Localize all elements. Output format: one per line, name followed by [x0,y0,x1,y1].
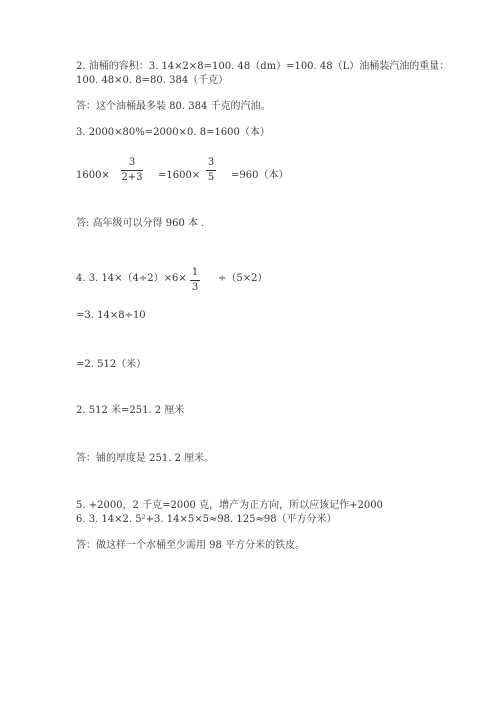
line-problem6-answer: 答：做这样一个水桶至少需用 98 平方分米的铁皮。 [76,540,306,551]
fraction-bar [190,280,200,281]
fraction-denominator: 5 [207,172,215,183]
fraction-3-over-2plus3 [121,157,143,184]
line-problem4-step-a: 4. 3. 14×（4÷2）×6× [76,273,187,284]
line-problem6-calc: 6. 3. 14×2. 5²+3. 14×5×5≈98. 125≈98（平方分米） [76,514,337,525]
fraction-numerator: 1 [191,267,199,278]
fraction-3-over-5 [206,157,216,184]
line-problem4-convert: 2. 512 米=251. 2 厘米 [76,405,185,416]
fraction-denominator: 3 [191,282,199,293]
fraction-bar [121,170,143,171]
line-problem4-step-b: ÷（5×2） [218,273,268,284]
line-problem3-step-c: =960（本） [231,170,289,181]
line-problem4-step2: =3. 14×8÷10 [76,310,146,321]
line-problem3-step-b: =1600× [158,170,201,181]
line-problem3-answer: 答: 高年级可以分得 960 本 . [76,218,205,229]
fraction-denominator: 2+3 [121,172,143,183]
line-problem2-weight: 100. 48×0. 8=80. 384（千克） [76,75,229,86]
fraction-1-over-3 [190,267,200,294]
fraction-numerator: 3 [128,157,136,168]
line-problem4-step3: =2. 512（米） [76,359,147,370]
fraction-bar [206,170,216,171]
line-problem4-answer: 答：铺的厚度是 251. 2 厘米。 [76,453,215,464]
line-problem2-volume: 2. 油桶的容积：3. 14×2×8=100. 48（dm）=100. 48（L）油桶装汽油的重量： [76,61,450,72]
line-problem3-step-a: 1600× [76,170,110,181]
line-problem2-answer: 答：这个油桶最多装 80. 384 千克的汽油。 [76,101,271,112]
line-problem5: 5. +2000，2 千克=2000 克，增产为正方向，所以应该记作+2000 [76,500,383,511]
line-problem3-calc: 3. 2000×80%=2000×0. 8=1600（本） [76,127,270,138]
fraction-numerator: 3 [207,157,215,168]
